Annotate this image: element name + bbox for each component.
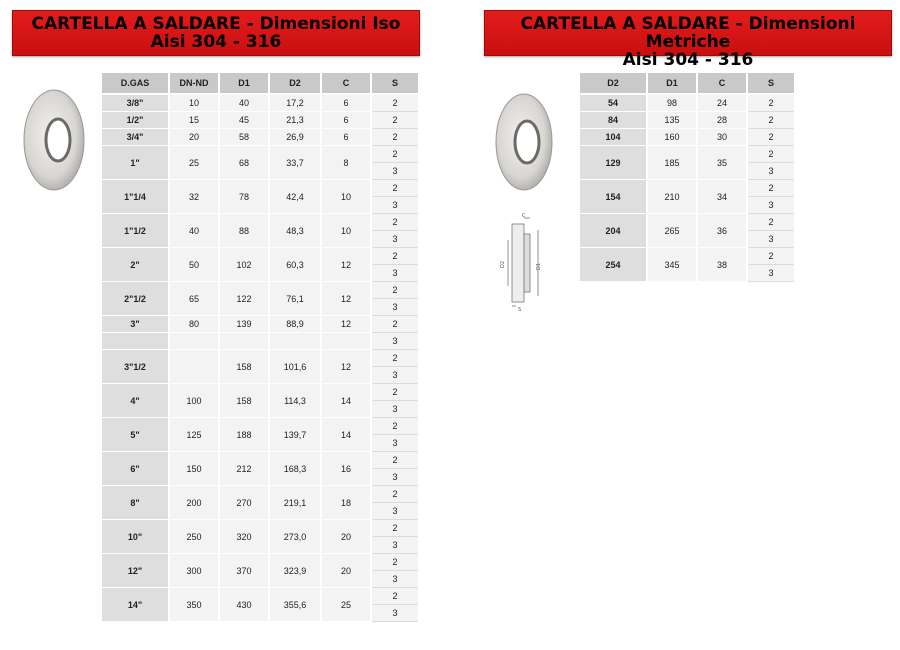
cell-d1: 98 (648, 95, 696, 112)
cell-d2: 84 (580, 112, 646, 129)
cell-d2: 254 (580, 248, 646, 282)
title-banner-iso (12, 10, 420, 56)
flange-photo-metric (494, 92, 554, 192)
cell-gas: 3"1/2 (102, 350, 168, 384)
cell-c: 34 (698, 180, 746, 214)
table-row (580, 95, 794, 112)
cell-d2: 323,9 (270, 554, 320, 588)
column-header-gas: D.GAS (102, 73, 168, 95)
cell-d2: 273,0 (270, 520, 320, 554)
table-row (102, 129, 418, 146)
metric-table-body (580, 95, 794, 282)
cell-d2: 168,3 (270, 452, 320, 486)
table-row (102, 452, 418, 469)
cell-s: 2 (372, 95, 418, 112)
cell-gas (102, 333, 168, 350)
cell-dn: 100 (170, 384, 218, 418)
cell-s: 3 (748, 265, 794, 282)
cell-c: 14 (322, 384, 370, 418)
cell-dn: 300 (170, 554, 218, 588)
table-header-row (580, 73, 794, 95)
cell-c: 10 (322, 180, 370, 214)
cell-d1: 45 (220, 112, 268, 129)
cell-s: 2 (372, 316, 418, 333)
cell-d2: 33,7 (270, 146, 320, 180)
cell-s: 3 (372, 333, 418, 350)
cell-d2: 54 (580, 95, 646, 112)
table-row (102, 350, 418, 367)
table-row (580, 129, 794, 146)
cell-gas: 4" (102, 384, 168, 418)
cell-c: 12 (322, 350, 370, 384)
table-row (580, 180, 794, 197)
cell-gas: 10" (102, 520, 168, 554)
cell-gas: 3/4" (102, 129, 168, 146)
cell-d1: 270 (220, 486, 268, 520)
table-row (102, 333, 418, 350)
title-metric-line2: Aisi 304 - 316 (622, 50, 754, 70)
cell-s: 2 (372, 520, 418, 537)
cell-d2: 129 (580, 146, 646, 180)
cell-d2: 219,1 (270, 486, 320, 520)
drawing-label-c: C (522, 213, 526, 219)
cell-d1: 88 (220, 214, 268, 248)
cell-s: 2 (372, 384, 418, 401)
table-row (580, 112, 794, 129)
cell-d1: 185 (648, 146, 696, 180)
column-header-d1: D1 (648, 73, 696, 95)
cell-c: 24 (698, 95, 746, 112)
cell-gas: 12" (102, 554, 168, 588)
cell-dn: 250 (170, 520, 218, 554)
column-header-c: C (698, 73, 746, 95)
cell-dn: 15 (170, 112, 218, 129)
cell-s: 2 (372, 146, 418, 163)
cell-d1: 160 (648, 129, 696, 146)
cell-s: 3 (372, 537, 418, 554)
cell-gas: 1/2" (102, 112, 168, 129)
cell-s: 2 (372, 214, 418, 231)
cell-s: 2 (372, 180, 418, 197)
cell-dn: 65 (170, 282, 218, 316)
column-header-d2: D2 (270, 73, 320, 95)
table-row (102, 214, 418, 231)
cell-s: 3 (748, 231, 794, 248)
table-row (580, 248, 794, 265)
cell-s: 2 (372, 350, 418, 367)
cell-c: 6 (322, 129, 370, 146)
flange-photo-iso (22, 88, 86, 192)
drawing-label-d1: D1 (536, 262, 542, 270)
column-header-c: C (322, 73, 370, 95)
cell-c: 38 (698, 248, 746, 282)
cell-s: 3 (748, 163, 794, 180)
cell-dn (170, 350, 218, 384)
cell-d1: 370 (220, 554, 268, 588)
cell-d2: 114,3 (270, 384, 320, 418)
cell-s: 2 (748, 214, 794, 231)
cell-d2: 42,4 (270, 180, 320, 214)
cell-s: 2 (372, 282, 418, 299)
cell-s: 3 (372, 435, 418, 452)
cell-dn: 40 (170, 214, 218, 248)
cell-s: 2 (748, 180, 794, 197)
iso-dimensions-table (100, 73, 420, 622)
table-row (102, 248, 418, 265)
cell-d1: 68 (220, 146, 268, 180)
cell-s: 3 (372, 197, 418, 214)
title-iso-line1: CARTELLA A SALDARE - Dimensioni Iso (31, 14, 401, 34)
table-row (102, 418, 418, 435)
cell-s: 3 (372, 605, 418, 622)
cell-gas: 2"1/2 (102, 282, 168, 316)
title-banner-metric (484, 10, 892, 70)
cell-c: 28 (698, 112, 746, 129)
cell-s: 2 (372, 129, 418, 146)
cell-d1: 320 (220, 520, 268, 554)
cell-s: 2 (372, 418, 418, 435)
cell-d1: 139 (220, 316, 268, 333)
table-row (580, 146, 794, 163)
cell-gas: 14" (102, 588, 168, 622)
cell-gas: 2" (102, 248, 168, 282)
title-iso-line2: Aisi 304 - 316 (150, 32, 282, 52)
cell-s: 3 (372, 299, 418, 316)
cell-d2: 60,3 (270, 248, 320, 282)
column-header-s: S (372, 73, 418, 95)
section-drawing (498, 212, 548, 312)
cell-d2: 26,9 (270, 129, 320, 146)
cell-d1 (220, 333, 268, 350)
cell-s: 3 (372, 163, 418, 180)
cell-c: 14 (322, 418, 370, 452)
cell-c: 12 (322, 316, 370, 333)
cell-s: 2 (372, 588, 418, 605)
cell-s: 3 (748, 197, 794, 214)
cell-dn: 125 (170, 418, 218, 452)
cell-c: 10 (322, 214, 370, 248)
cell-s: 3 (372, 503, 418, 520)
cell-s: 2 (372, 452, 418, 469)
cell-s: 2 (372, 486, 418, 503)
cell-gas: 6" (102, 452, 168, 486)
table-row (102, 520, 418, 537)
cell-gas: 5" (102, 418, 168, 452)
cell-s: 3 (372, 231, 418, 248)
column-header-d2: D2 (580, 73, 646, 95)
cell-d1: 345 (648, 248, 696, 282)
cell-c: 12 (322, 248, 370, 282)
cell-d1: 102 (220, 248, 268, 282)
table-row (102, 146, 418, 163)
table-row (102, 282, 418, 299)
cell-s: 2 (748, 129, 794, 146)
table-row (102, 180, 418, 197)
cell-s: 2 (748, 112, 794, 129)
cell-c: 35 (698, 146, 746, 180)
cell-d1: 158 (220, 384, 268, 418)
cell-dn: 50 (170, 248, 218, 282)
cell-d2: 76,1 (270, 282, 320, 316)
cell-c: 18 (322, 486, 370, 520)
cell-d1: 135 (648, 112, 696, 129)
table-row (102, 95, 418, 112)
cell-d2: 204 (580, 214, 646, 248)
cell-dn: 80 (170, 316, 218, 333)
cell-d2 (270, 333, 320, 350)
cell-d2: 17,2 (270, 95, 320, 112)
cell-s: 3 (372, 367, 418, 384)
cell-d2: 88,9 (270, 316, 320, 333)
cell-c: 30 (698, 129, 746, 146)
metric-dimensions-table (578, 73, 796, 282)
cell-d1: 430 (220, 588, 268, 622)
column-header-s: S (748, 73, 794, 95)
cell-d1: 78 (220, 180, 268, 214)
cell-d2: 48,3 (270, 214, 320, 248)
cell-dn: 10 (170, 95, 218, 112)
cell-d1: 158 (220, 350, 268, 384)
cell-s: 3 (372, 469, 418, 486)
cell-dn: 25 (170, 146, 218, 180)
iso-table-body (102, 95, 418, 622)
cell-dn: 32 (170, 180, 218, 214)
column-header-dn: DN-ND (170, 73, 218, 95)
table-row (102, 554, 418, 571)
cell-c: 20 (322, 520, 370, 554)
cell-dn: 350 (170, 588, 218, 622)
cell-d2: 139,7 (270, 418, 320, 452)
table-row (102, 316, 418, 333)
cell-s: 2 (372, 248, 418, 265)
cell-c: 6 (322, 95, 370, 112)
table-row (102, 384, 418, 401)
title-metric-line1: CARTELLA A SALDARE - Dimensioni Metriche (520, 14, 856, 52)
cell-dn: 20 (170, 129, 218, 146)
cell-gas: 1" (102, 146, 168, 180)
column-header-d1: D1 (220, 73, 268, 95)
cell-d1: 188 (220, 418, 268, 452)
cell-gas: 1"1/2 (102, 214, 168, 248)
cell-d1: 265 (648, 214, 696, 248)
cell-d2: 21,3 (270, 112, 320, 129)
cell-s: 2 (372, 112, 418, 129)
cell-gas: 8" (102, 486, 168, 520)
cell-dn: 150 (170, 452, 218, 486)
cell-dn (170, 333, 218, 350)
cell-gas: 1"1/4 (102, 180, 168, 214)
cell-c: 12 (322, 282, 370, 316)
table-header-row (102, 73, 418, 95)
cell-s: 3 (372, 401, 418, 418)
cell-c: 36 (698, 214, 746, 248)
drawing-label-s: S (518, 307, 522, 312)
table-row (102, 112, 418, 129)
cell-d1: 58 (220, 129, 268, 146)
cell-d2: 104 (580, 129, 646, 146)
table-row (102, 588, 418, 605)
table-row (102, 486, 418, 503)
table-row (580, 214, 794, 231)
cell-c (322, 333, 370, 350)
cell-s: 3 (372, 265, 418, 282)
cell-c: 8 (322, 146, 370, 180)
cell-c: 25 (322, 588, 370, 622)
drawing-label-d2: D2 (500, 260, 506, 268)
cell-s: 2 (748, 248, 794, 265)
cell-gas: 3/8" (102, 95, 168, 112)
cell-s: 2 (748, 95, 794, 112)
cell-gas: 3" (102, 316, 168, 333)
cell-s: 2 (372, 554, 418, 571)
cell-c: 20 (322, 554, 370, 588)
cell-d1: 210 (648, 180, 696, 214)
cell-d2: 154 (580, 180, 646, 214)
cell-dn: 200 (170, 486, 218, 520)
cell-d1: 40 (220, 95, 268, 112)
cell-s: 2 (748, 146, 794, 163)
cell-d1: 122 (220, 282, 268, 316)
cell-s: 3 (372, 571, 418, 588)
cell-d2: 101,6 (270, 350, 320, 384)
cell-c: 16 (322, 452, 370, 486)
cell-d1: 212 (220, 452, 268, 486)
cell-d2: 355,6 (270, 588, 320, 622)
cell-c: 6 (322, 112, 370, 129)
